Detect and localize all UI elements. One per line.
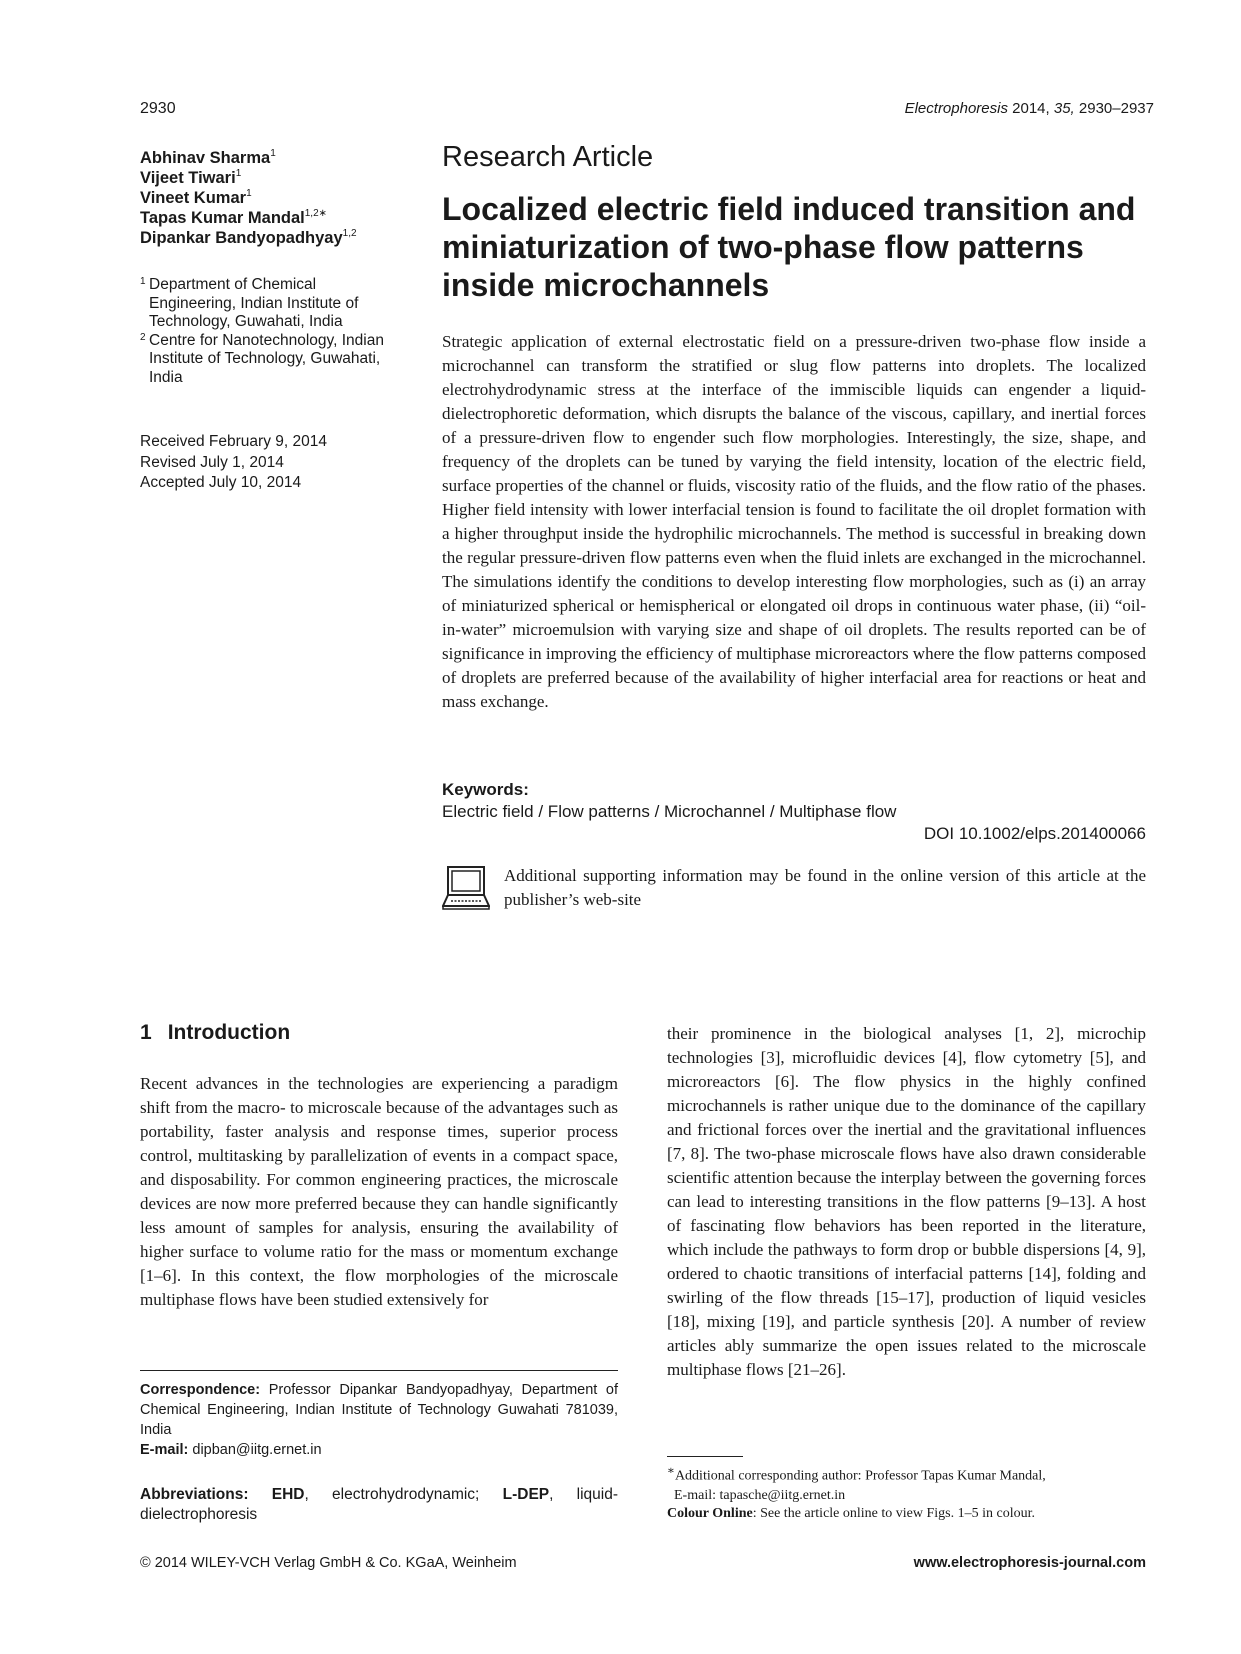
footnote-divider — [667, 1456, 743, 1457]
section-heading: 1 Introduction — [140, 1021, 291, 1044]
affiliation: 2 Centre for Nanotechnology, Indian Institute of Technology, Guwahati, India — [140, 331, 384, 386]
journal-website-link[interactable]: www.electrophoresis-journal.com — [913, 1555, 1146, 1571]
affiliation: 1 Department of Chemical Engineering, Indian Institute of Technology, Guwahati, India — [140, 276, 359, 330]
article-dates — [140, 432, 327, 494]
intro-text-left: Recent advances in the technologies are experiencing a paradigm shift from the macro- to microscale because of the advantages such as portability, faster analysis and response times, superior process control, multitasking by parallelization of events in a compact space, and disposability. For common engineering practices, the microscale devices are now more preferred because they can handle significantly less amount of samples for analysis, ensuring the availability of higher surface to volume ratio for the mass or momentum exchange [1–6]. In this context, the flow morphologies of the microscale multiphase flows have been studied extensively for — [140, 1074, 618, 1309]
page-number: 2930 — [140, 100, 176, 117]
author: Dipankar Bandyopadhyay$^{1,2}$ — [140, 228, 357, 247]
accepted-date: Accepted July 10, 2014 — [140, 474, 302, 491]
author: Vineet Kumar$^1$ — [140, 188, 252, 207]
supporting-info-text: Additional supporting information may be found in the online version of this article at the publisher’s web-site — [504, 866, 1146, 909]
journal-year: 2014, — [1012, 100, 1050, 117]
computer-icon — [442, 866, 490, 912]
affiliation-list — [140, 276, 400, 387]
keywords-list: Electric field / Flow patterns / Microchannel / Multiphase flow — [442, 802, 897, 821]
journal-pages: 2930–2937 — [1078, 100, 1154, 117]
colour-online-note: Colour Online: See the article online to view Figs. 1–5 in colour. — [667, 1506, 1035, 1521]
author-list — [140, 148, 410, 248]
article-title: Localized electric field induced transition and miniaturization of two-phase flow patterns inside microchannels — [442, 191, 1136, 303]
abbreviations-note: Abbreviations: EHD, electrohydrodynamic; L-DEP, liquid-dielectrophoresis — [140, 1486, 619, 1523]
keywords-heading: Keywords: — [442, 780, 529, 799]
journal-volume: 35, — [1053, 100, 1075, 117]
footnote: ∗Additional corresponding author: Professor Tapas Kumar Mandal, E-mail: tapasche@iitg.ernet.in — [667, 1464, 1046, 1503]
correspondence-email: dipban@iitg.ernet.in — [192, 1442, 322, 1458]
copyright: © 2014 WILEY-VCH Verlag GmbH & Co. KGaA, Weinheim — [140, 1555, 517, 1571]
doi: DOI 10.1002/elps.201400066 — [923, 824, 1146, 843]
keywords-block — [442, 779, 1146, 823]
journal-reference — [905, 100, 1154, 117]
intro-text-right: their prominence in the biological analyses [1, 2], microchip technologies [3], microfluidic devices [4], flow cytometry [5], and microreactors [6]. The flow physics in the highly confined microchannels is rather unique due to the dominance of the capillary and frictional forces over the inertial and the gravitational influences [7, 8]. The two-phase microscale flows have also drawn considerable scientific attention because the interplay between the governing forces can lead to interesting transitions in the flow patterns [9–13]. A host of fascinating flow behaviors has been reported in the literature, which include the pathways to form drop or bubble dispersions [4, 9], ordered to chaotic transitions of interfacial patterns [14], folding and swirling of the flow threads [15–17], production of liquid vesicles [18], mixing [19], and particle synthesis [20]. A number of review articles ably summarize the open issues related to the microscale multiphase flows [21–26]. — [667, 1024, 1146, 1379]
correspondence-note: Correspondence: Professor Dipankar Bandyopadhyay, Department of Chemical Engineering, Indian Institute of Technology Guwahati 781039, India E-mail: dipban@iitg.ernet.in — [140, 1382, 619, 1458]
author: Abhinav Sharma$^1$ — [140, 148, 276, 167]
author: Vijeet Tiwari$^1$ — [140, 168, 242, 187]
abstract: Strategic application of external electrostatic field on a pressure-driven two-phase flow inside a microchannel can transform the stratified or slug flow patterns into droplets. The localized electrohydrodynamic stress at the interface of the immiscible liquids can engender a liquid-dielectrophoretic deformation, which disrupts the balance of the viscous, capillary, and inertial forces of a pressure-driven flow to engender such flow morphologies. Interestingly, the size, shape, and frequency of the droplets can be tuned by varying the field intensity, location of the electric field, surface properties of the channel or fluids, viscosity ratio of the fluids, and the flow ratio of the phases. Higher field intensity with lower interfacial tension is found to facilitate the oil droplet formation with a higher throughput inside the hydrophilic microchannels. The method is successful in breaking down the regular pressure-driven flow patterns even when the fluid inlets are exchanged in the microchannel. The simulations identify the conditions to develop interesting flow morphologies, such as (i) an array of miniaturized spherical or hemispherical or elongated oil drops in continuous water phase, (ii) “oil-in-water” microemulsion with varying size and shape of oil droplets. The results reported can be of significance in improving the efficiency of multiphase microreactors where the flow patterns composed of droplets are preferred because of the availability of higher interfacial area for reactions or heat and mass exchange. — [442, 332, 1147, 711]
footnote-divider — [140, 1370, 618, 1371]
journal-name: Electrophoresis — [904, 100, 1008, 117]
article-type: Research Article — [442, 141, 654, 173]
supporting-info — [442, 864, 1146, 912]
received-date: Received February 9, 2014 — [140, 433, 327, 450]
revised-date: Revised July 1, 2014 — [140, 453, 284, 471]
author: Tapas Kumar Mandal$^{1,2∗}$ — [140, 208, 328, 227]
